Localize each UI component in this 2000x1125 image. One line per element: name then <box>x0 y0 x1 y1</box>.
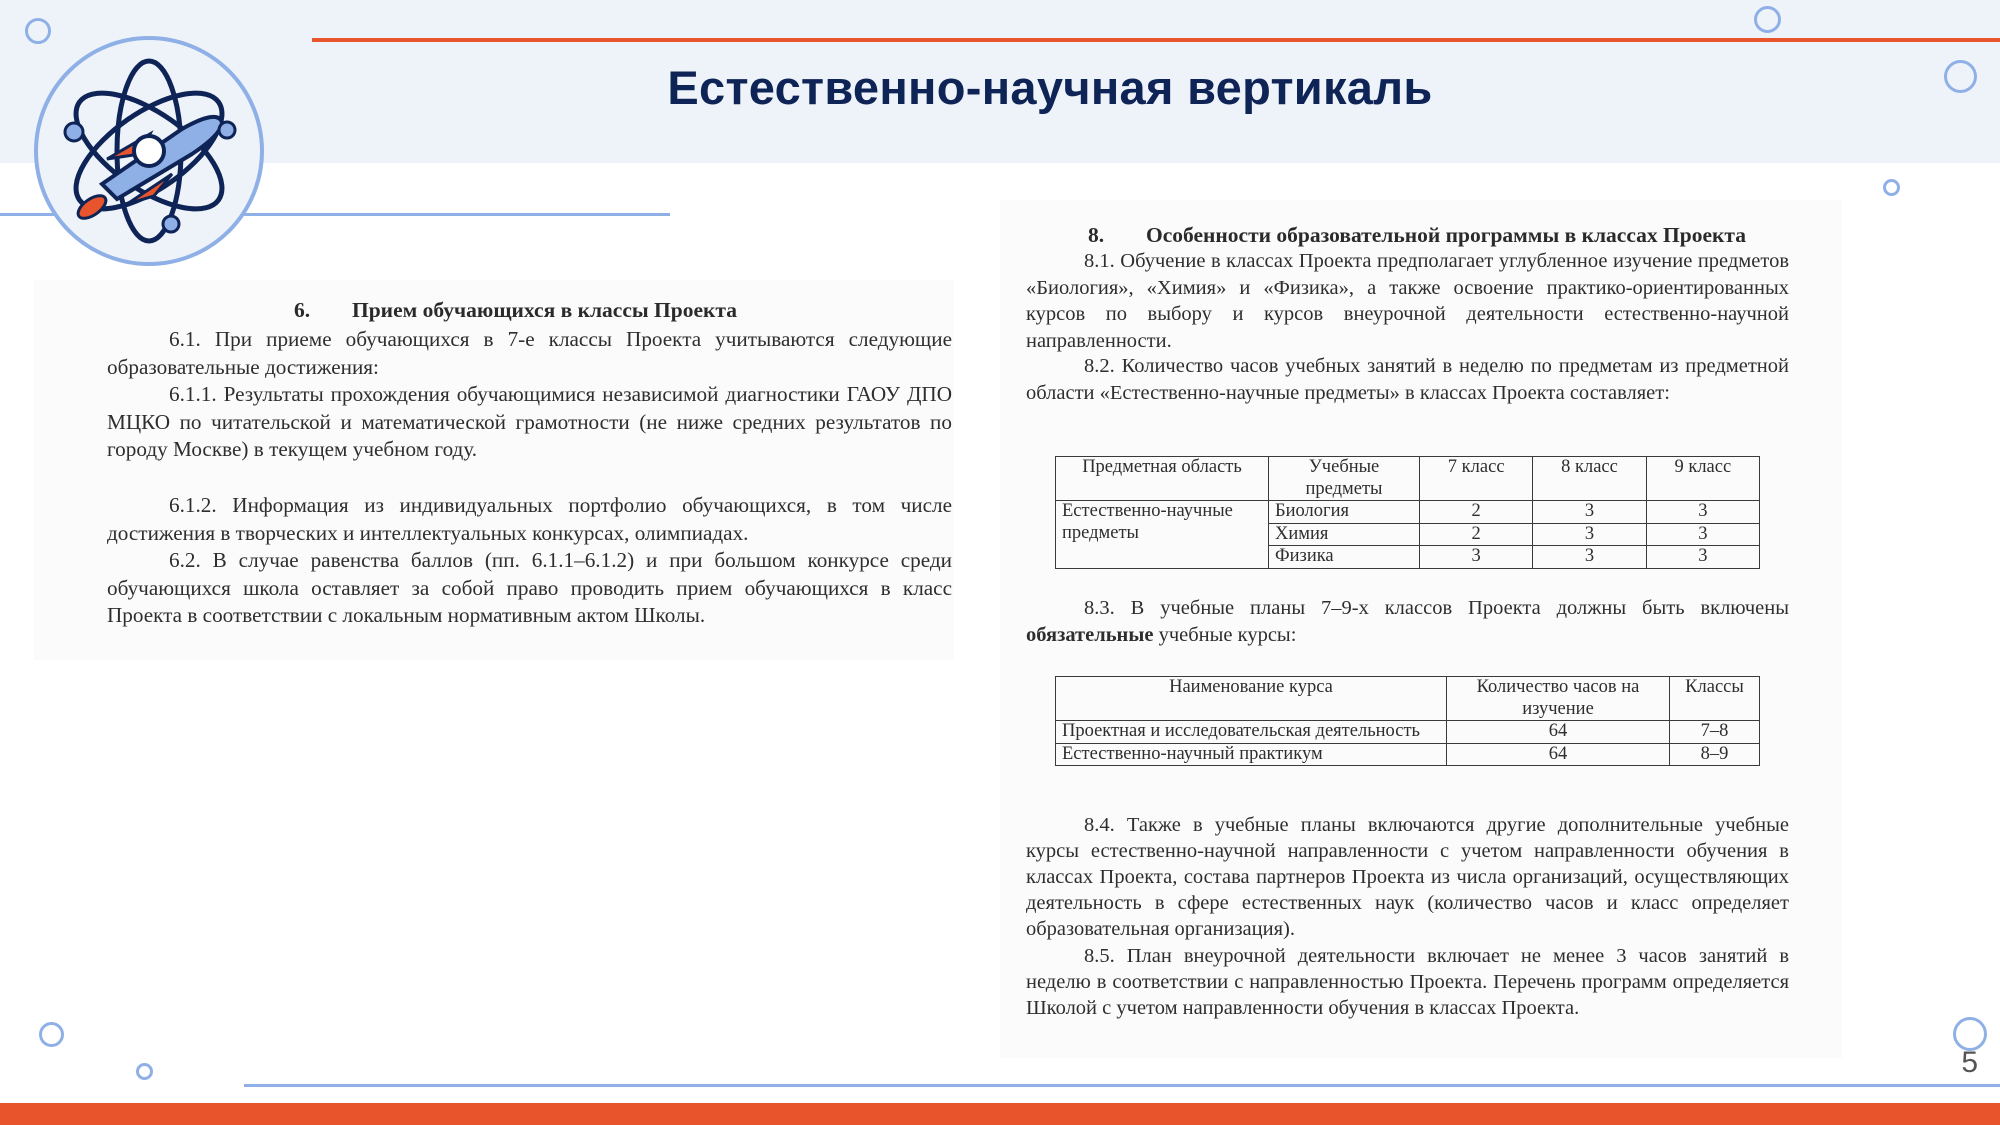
footer-line <box>244 1084 2000 1087</box>
paragraph-8-3: 8.3. В учебные планы 7–9-х классов Проекта должны быть включены обязательные учебные курсы: <box>1026 597 1789 646</box>
table-row: Проектная и исследовательская деятельность 64 7–8 <box>1056 721 1760 744</box>
hours-table <box>1055 456 1760 569</box>
deco-circle-icon <box>136 1063 153 1080</box>
paragraph-6-2: 6.2. В случае равенства баллов (пп. 6.1.1–6.1.2) и при большом конкурсе среди обучающихся школа оставляет за собой право проводить прием обучающихся в класс Проекта в соответствии с локальным нормативным актом Школы. <box>107 548 952 628</box>
section-number: 6. <box>294 298 311 322</box>
document-scan-right <box>1000 200 1842 1058</box>
top-accent-line <box>312 38 2000 42</box>
atom-rocket-icon <box>32 34 266 268</box>
deco-circle-icon <box>1944 60 1977 93</box>
slide-title: Естественно-научная вертикаль <box>667 61 1433 114</box>
logo <box>32 34 266 268</box>
table-header-row: Предметная область Учебные предметы 7 класс 8 класс 9 класс <box>1056 457 1760 501</box>
paragraph-8-1: 8.1. Обучение в классах Проекта предполагает углубленное изучение предметов «Биология», «Химия» и «Физика», а также освоение практико-ориентированных курсов по выбору и курсов внеурочной деятельности естественно-научной направленности. <box>1026 250 1790 352</box>
courses-table <box>1055 676 1760 766</box>
deco-circle-icon <box>39 1022 64 1047</box>
footer-accent-bar <box>0 1103 2000 1125</box>
paragraph-8-2: 8.2. Количество часов учебных занятий в неделю по предметам из предметной области «Естественно-научные предметы» в классах Проекта составляет: <box>1026 355 1789 404</box>
paragraph-8-4: 8.4. Также в учебные планы включаются другие дополнительные учебные курсы естественно-научной направленности с учетом направленности обучения в классах Проекта, состава партнеров Проекта из числа организаций, осуществляющих деятельность в сфере естественных наук (количество часов и класс определяет образовательная организация). <box>1026 814 1789 940</box>
document-scan-left <box>34 280 954 660</box>
table-row: Химия 2 3 3 <box>1056 523 1760 546</box>
table-row: Физика 3 3 3 <box>1056 546 1760 569</box>
section-title: Прием обучающихся в классы Проекта <box>352 298 737 322</box>
table-row: Естественно-научный практикум 64 8–9 <box>1056 743 1760 766</box>
deco-circle-icon <box>1883 179 1900 196</box>
section-8-heading <box>1088 223 1746 248</box>
deco-circle-icon <box>1754 6 1781 33</box>
page-number: 5 <box>1961 1046 1978 1079</box>
table-header-row: Наименование курса Количество часов на изучение Классы <box>1056 677 1760 721</box>
table-row: Естественно-научные предметы Биология 2 3 3 <box>1056 501 1760 524</box>
section-6-heading <box>294 298 737 323</box>
section-title: Особенности образовательной программы в классах Проекта <box>1146 223 1746 247</box>
subject-area-cell: Естественно-научные предметы <box>1056 501 1269 569</box>
paragraph-8-5: 8.5. План внеурочной деятельности включает не менее 3 часов занятий в неделю в соответствии с направленностью Проекта. Перечень программ определяется Школой с учетом направленности обучения в классах Проекта. <box>1026 945 1789 1019</box>
section-number: 8. <box>1088 223 1105 247</box>
paragraph-6-1: 6.1. При приеме обучающихся в 7-е классы Проекта учитываются следующие образовательные достижения: <box>107 327 952 379</box>
paragraph-6-1-2: 6.1.2. Информация из индивидуальных портфолио обучающихся, в том числе достижения в творческих и интеллектуальных конкурсах, олимпиадах. <box>107 493 953 545</box>
paragraph-6-1-1: 6.1.1. Результаты прохождения обучающимися независимой диагностики ГАОУ ДПО МЦКО по читательской и математической грамотности (не ниже средних результатов по городу Москве) в текущем учебном году. <box>107 382 953 462</box>
